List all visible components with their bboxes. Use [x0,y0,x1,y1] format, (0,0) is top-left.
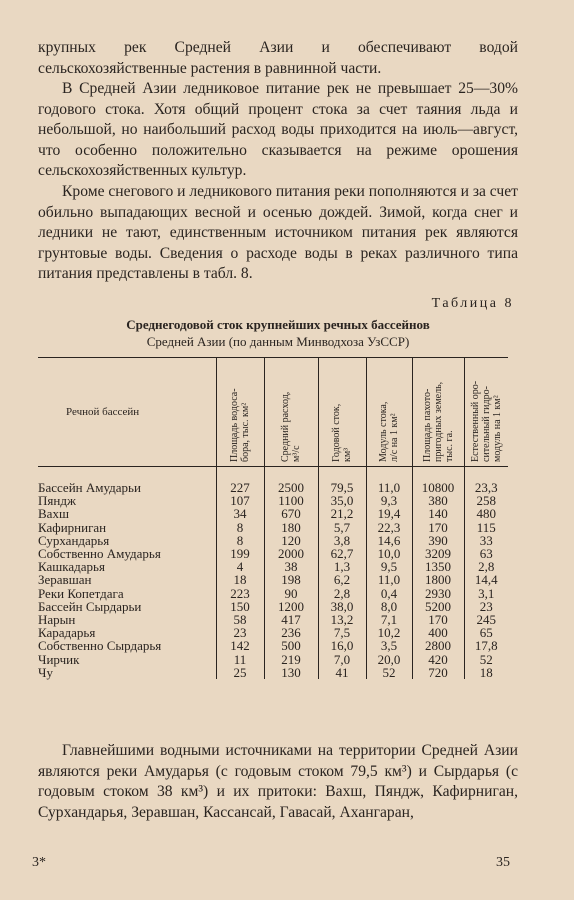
value-cell: 1,3 [318,560,366,573]
value-cell: 245 [464,613,508,626]
value-cell: 58 [216,613,264,626]
value-cell: 2000 [264,547,318,560]
table-body [38,467,508,680]
header-arable-area: Площадь пахото- пригодных земель, тыс. га. [412,358,464,467]
value-cell: 1200 [264,600,318,613]
value-cell: 38 [264,560,318,573]
value-cell: 7,1 [366,613,412,626]
table-row [38,587,508,600]
value-cell: 2500 [264,467,318,495]
basin-name-cell: Собственно Сырдарья [38,638,162,654]
value-cell: 198 [264,573,318,586]
value-cell: 8,0 [366,600,412,613]
table-row [38,521,508,534]
basin-name-cell: Кашкадарья [38,559,105,575]
value-cell: 199 [216,547,264,560]
value-cell: 3,1 [464,587,508,600]
table-label: Таблица 8 [431,296,514,311]
value-cell: 219 [264,653,318,666]
value-cell: 120 [264,534,318,547]
table-row [38,573,508,586]
table-row [38,507,508,520]
value-cell: 8 [216,521,264,534]
value-cell: 2,8 [318,587,366,600]
value-cell: 33 [464,534,508,547]
value-cell: 18 [216,573,264,586]
value-cell: 11,0 [366,573,412,586]
value-cell: 11,0 [366,467,412,495]
table-row [38,467,508,495]
value-cell: 4 [216,560,264,573]
value-cell: 380 [412,494,464,507]
value-cell: 3,5 [366,639,412,652]
table-header-row [38,358,508,467]
value-cell: 62,7 [318,547,366,560]
header-flow-module: Модуль стока, л/с на 1 км² [366,358,412,467]
basin-name-cell: Бассейн Сырдарьи [38,598,142,614]
value-cell: 400 [412,626,464,639]
basin-name-cell: Зеравшан [38,572,92,588]
value-cell: 7,0 [318,653,366,666]
value-cell: 480 [464,507,508,520]
value-cell: 18 [464,666,508,679]
header-basin: Речной бассейн [38,358,216,467]
value-cell: 7,5 [318,626,366,639]
value-cell: 1100 [264,494,318,507]
table-caption [38,316,518,350]
value-cell: 19,4 [366,507,412,520]
value-cell: 6,2 [318,573,366,586]
value-cell: 35,0 [318,494,366,507]
paragraph-3: Кроме снегового и ледникового питания реки пополняются и за счет обильно выпадающих весной и осенью дождей. Зимой, когда снег и ледники не тают, единственным источником питания рек являются грунтовые воды. Сведения о расходе воды в реках различного типа питания представлены в табл. 8. [38,183,518,282]
value-cell: 41 [318,666,366,679]
runoff-table [38,357,508,679]
value-cell: 25 [216,666,264,679]
table-row [38,653,508,666]
value-cell: 2800 [412,639,464,652]
basin-name-cell: Сурхандарья [38,532,110,548]
value-cell: 34 [216,507,264,520]
value-cell: 170 [412,613,464,626]
value-cell: 1350 [412,560,464,573]
value-cell: 3209 [412,547,464,560]
value-cell: 2,8 [464,560,508,573]
value-cell: 5200 [412,600,464,613]
value-cell: 9,5 [366,560,412,573]
value-cell: 16,0 [318,639,366,652]
value-cell: 10800 [412,467,464,495]
value-cell: 236 [264,626,318,639]
value-cell: 5,7 [318,521,366,534]
paragraph-4: Главнейшими водными источниками на территории Средней Азии являются реки Амударья (с годовым стоком 79,5 км³) и Сырдарья (с годовым стоком 38 км³) и их притоки: Вахш, Пяндж, Кафирниган, Сурхандарья, Зеравшан, Кассансай, Гавасай, Ахангаран, [38,742,518,821]
basin-name-cell: Чирчик [38,651,80,667]
value-cell: 140 [412,507,464,520]
value-cell: 142 [216,639,264,652]
value-cell: 1800 [412,573,464,586]
header-hydromodule: Естественный оро- сительный гидро- модуль на 1 км² [464,358,508,467]
table-caption-line-1: Среднегодовой сток крупнейших речных бассейнов [126,317,430,332]
value-cell: 90 [264,587,318,600]
basin-name-cell: Кафирниган [38,519,107,535]
value-cell: 17,8 [464,639,508,652]
value-cell: 52 [366,666,412,679]
value-cell: 63 [464,547,508,560]
value-cell: 107 [216,494,264,507]
basin-name-cell: Бассейн Амударьи [38,480,141,495]
value-cell: 150 [216,600,264,613]
value-cell: 20,0 [366,653,412,666]
value-cell: 23 [464,600,508,613]
header-discharge: Средний расход, м³/с [264,358,318,467]
value-cell: 180 [264,521,318,534]
paragraph-2: В Средней Азии ледниковое питание рек не превышает 25—30% годового стока. Хотя общий процент стока за счет таяния льда и небольшой, но наибольший расход воды приходится на июль—август, что особенно положительно сказывается на режиме орошения сельскохозяйственных культур. [38,80,518,179]
value-cell: 9,3 [366,494,412,507]
value-cell: 14,6 [366,534,412,547]
value-cell: 170 [412,521,464,534]
value-cell: 258 [464,494,508,507]
basin-name-cell: Карадарья [38,625,96,641]
basin-name-cell: Нарын [38,612,76,628]
page-number: 35 [496,855,510,870]
value-cell: 38,0 [318,600,366,613]
value-cell: 23,3 [464,467,508,495]
paragraph-1: крупных рек Средней Азии и обеспечивают водой сельскохозяйственные растения в равнинной части. [38,39,518,77]
table-row [38,666,508,679]
value-cell: 11 [216,653,264,666]
header-annual-flow: Годовой сток, км³ [318,358,366,467]
value-cell: 417 [264,613,318,626]
basin-name-cell: Собственно Амударья [38,546,161,562]
value-cell: 8 [216,534,264,547]
value-cell: 23 [216,626,264,639]
basin-name-cell: Чу [38,664,53,680]
value-cell: 14,4 [464,573,508,586]
value-cell: 2930 [412,587,464,600]
value-cell: 223 [216,587,264,600]
basin-name-cell: Реки Копетдага [38,585,124,601]
value-cell: 65 [464,626,508,639]
value-cell: 13,2 [318,613,366,626]
table-caption-line-2: Средней Азии (по данным Минводхоза УзССР) [146,334,410,349]
value-cell: 115 [464,521,508,534]
value-cell: 390 [412,534,464,547]
basin-name-cell: Вахш [38,506,69,522]
value-cell: 21,2 [318,507,366,520]
value-cell: 720 [412,666,464,679]
signature-marker: 3* [32,855,46,870]
value-cell: 227 [216,467,264,495]
value-cell: 79,5 [318,467,366,495]
value-cell: 10,0 [366,547,412,560]
value-cell: 670 [264,507,318,520]
value-cell: 3,8 [318,534,366,547]
value-cell: 420 [412,653,464,666]
value-cell: 10,2 [366,626,412,639]
value-cell: 130 [264,666,318,679]
value-cell: 0,4 [366,587,412,600]
value-cell: 500 [264,639,318,652]
header-area: Площадь водоса- бора, тыс. км² [216,358,264,467]
table-row [38,639,508,652]
value-cell: 22,3 [366,521,412,534]
value-cell: 52 [464,653,508,666]
basin-name-cell: Пяндж [38,493,76,509]
